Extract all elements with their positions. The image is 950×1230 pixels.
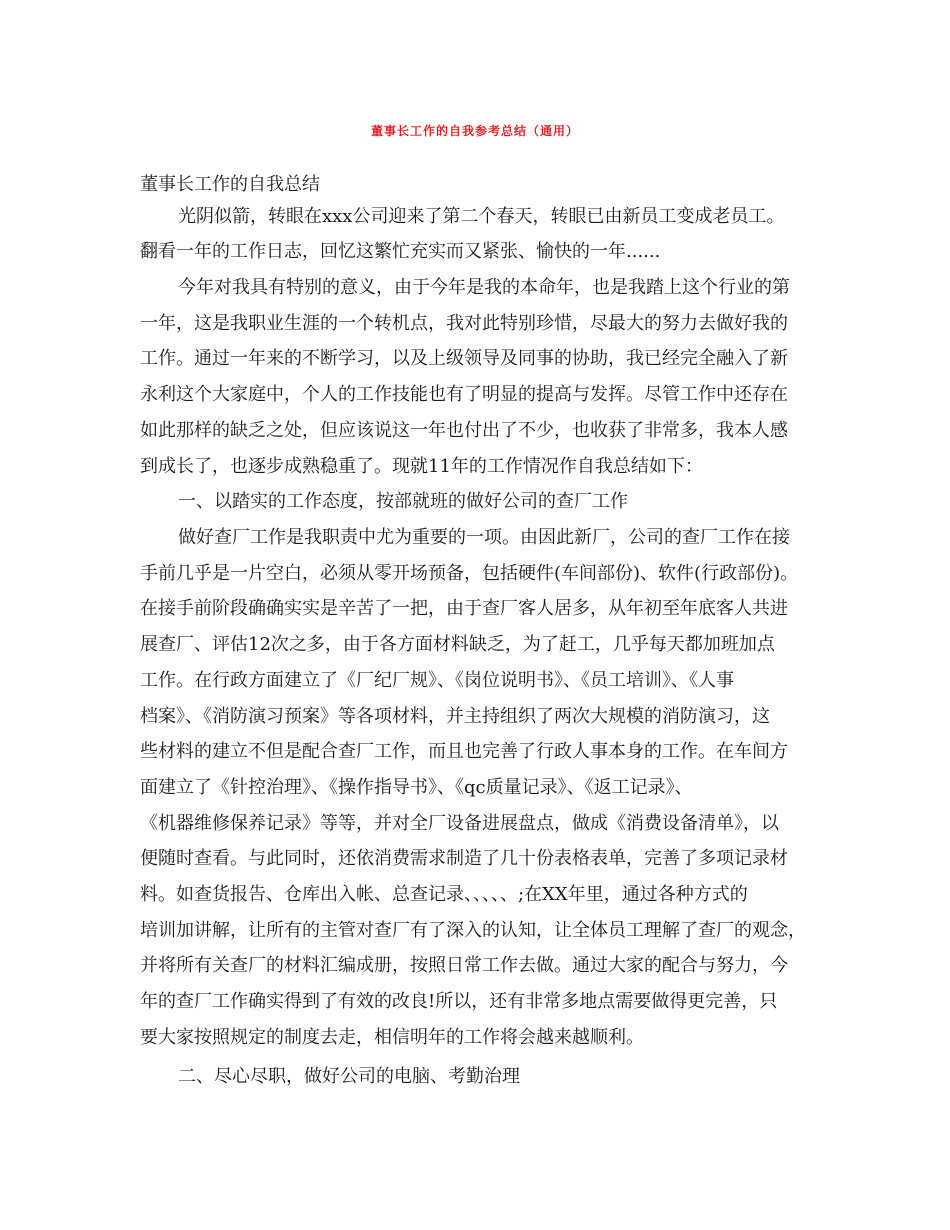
text-line: 到成长了，也逐步成熟稳重了。现就11年的工作情况作自我总结如下： (140, 456, 703, 477)
text-line: 面建立了《针控治理》、《操作指导书》、《qc质量记录》、《返工记录》、 (140, 777, 693, 798)
section-heading: 二、尽心尽职，做好公司的电脑、考勤治理 (178, 1066, 520, 1087)
text-line: 培训加讲解，让所有的主管对查厂有了深入的认知，让全体员工理解了查厂的观念， (140, 920, 806, 941)
text-line: 料。如查货报告、仓库出入帐、总查记录、、、、、;在XX年里，通过各种方式的 (140, 884, 748, 905)
text-line: 档案》、《消防演习预案》等各项材料，并主持组织了两次大规模的消防演习，这 (140, 706, 770, 727)
text-line: 翻看一年的工作日志，回忆这繁忙充实而又紧张、愉快的一年...... (140, 241, 661, 262)
text-line: 如此那样的缺乏之处，但应该说这一年也付出了不少，也收获了非常多，我本人感 (140, 420, 788, 441)
text-line: 手前几乎是一片空白，必须从零开场预备，包括硬件(车间部份)、软件(行政部份)。 (140, 563, 799, 584)
text-line: 工作。通过一年来的不断学习，以及上级领导及同事的协助，我已经完全融入了新 (140, 348, 788, 369)
text-line: 做好查厂工作是我职责中尤为重要的一项。由因此新厂，公司的查厂工作在接 (178, 527, 790, 548)
text-line: 要大家按照规定的制度去走，相信明年的工作将会越来越顺利。 (140, 1027, 644, 1048)
text-line: 年的查厂工作确实得到了有效的改良!所以，还有非常多地点需要做得更完善，只 (140, 991, 778, 1012)
document-subtitle: 董事长工作的自我总结 (140, 174, 320, 195)
document-title: 董事长工作的自我参考总结（通用） (370, 124, 579, 138)
text-line: 些材料的建立不但是配合查厂工作，而且也完善了行政人事本身的工作。在车间方 (140, 741, 788, 762)
text-line: 永利这个大家庭中，个人的工作技能也有了明显的提高与发挥。尽管工作中还存在 (140, 384, 788, 405)
text-line: 一年，这是我职业生涯的一个转机点，我对此特别珍惜，尽最大的努力去做好我的 (140, 313, 788, 334)
text-line: 在接手前阶段确确实实是辛苦了一把，由于查厂客人居多，从年初至年底客人共进 (140, 598, 788, 619)
text-line: 便随时查看。与此同时，还依消费需求制造了几十份表格表单，完善了多项记录材 (140, 848, 788, 869)
text-line: 工作。在行政方面建立了《厂纪厂规》、《岗位说明书》、《员工培训》、《人事 (140, 670, 734, 691)
text-line: 光阴似箭，转眼在xxx公司迎来了第二个春天，转眼已由新员工变成老员工。 (178, 206, 785, 227)
text-line: 《机器维修保养记录》等等，并对全厂设备进展盘点，做成《消费设备清单》，以 (140, 813, 779, 834)
text-line: 并将所有关查厂的材料汇编成册，按照日常工作去做。通过大家的配合与努力，今 (140, 955, 788, 976)
text-line: 展查厂、评估12次之多，由于各方面材料缺乏，为了赶工，几乎每天都加班加点 (140, 634, 775, 655)
text-line: 今年对我具有特别的意义，由于今年是我的本命年，也是我踏上这个行业的第 (178, 277, 790, 298)
section-heading: 一、以踏实的工作态度，按部就班的做好公司的查厂工作 (178, 491, 628, 512)
